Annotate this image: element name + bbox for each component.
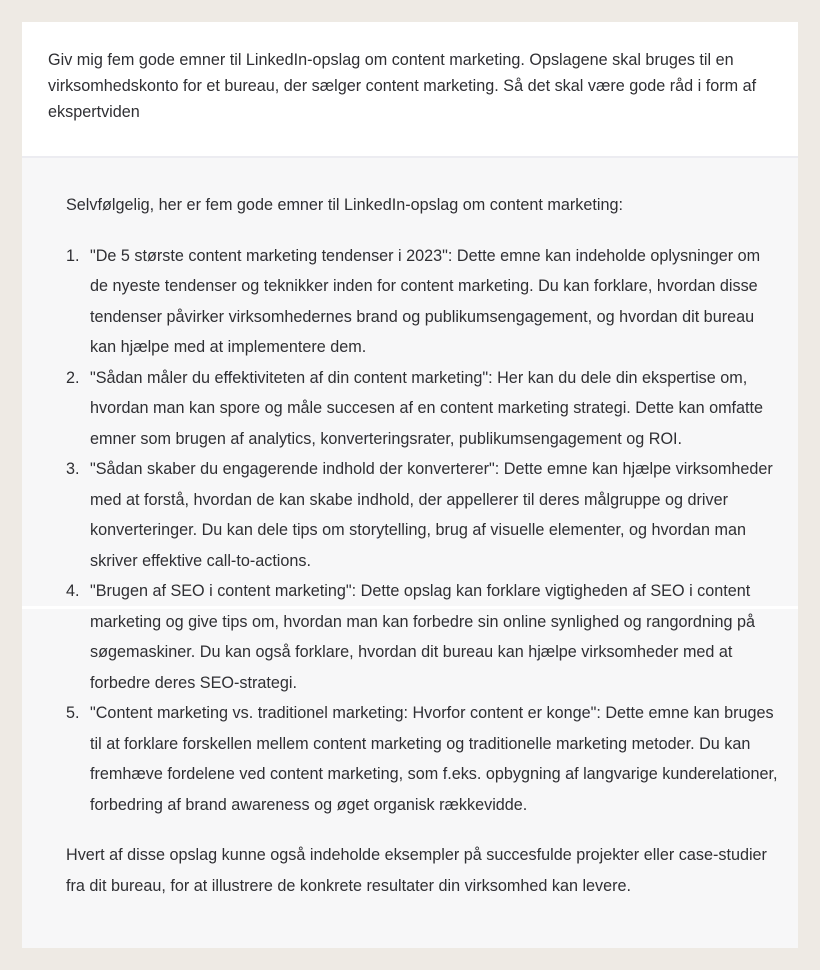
list-item-text: "Brugen af SEO i content marketing": Dette opslag kan forklare vigtigheden af SEO i content marketing og give tips om, hvordan man kan forbedre sin online synlighed og rangordning på søgemaskiner. Du kan også forklare, hvordan dit bureau kan hjælpe virksomheder med at forbedre deres SEO-strategi. <box>90 582 755 692</box>
list-item-number: 2. <box>66 368 80 387</box>
screenshot-seam <box>22 606 798 609</box>
topic-list <box>66 241 778 821</box>
list-item-number: 1. <box>66 246 80 265</box>
assistant-outro: Hvert af disse opslag kunne også indeholde eksempler på succesfulde projekter eller case-studier fra dit bureau, for at illustrere de konkrete resultater din virksomhed kan levere. <box>66 846 767 895</box>
list-item <box>66 363 778 455</box>
list-item-text: "Sådan måler du effektiviteten af din content marketing": Her kan du dele din ekspertise om, hvordan man kan spore og måle succesen af en content marketing strategi. Dette kan omfatte emner som brugen af analytics, konverteringsrater, publikumsengagement og ROI. <box>90 368 764 448</box>
assistant-message <box>22 158 798 901</box>
list-item-text: "De 5 største content marketing tendenser i 2023": Dette emne kan indeholde oplysninger om de nyeste tendenser og teknikker inden for content marketing. Du kan forklare, hvordan disse tendenser påvirker virksomhedernes brand og publikumsengagement, og hvordan dit bureau kan hjælpe med at implementere dem. <box>90 246 761 356</box>
list-item-number: 5. <box>66 704 80 722</box>
list-item <box>66 241 778 363</box>
list-item <box>66 454 778 576</box>
list-item <box>66 698 778 820</box>
list-item-text: "Content marketing vs. traditionel marketing: Hvorfor content er konge": Dette emne kan bruges til at forklare forskellen mellem content marketing og traditionelle marketing metoder. Du kan fremhæve fordelene ved content marketing, som f.eks. opbygning af langvarige kunderelationer, forbedring af brand awareness og øget organisk rækkevidde. <box>90 704 778 814</box>
assistant-intro: Selvfølgelig, her er fem gode emner til LinkedIn-opslag om content marketing: <box>66 196 623 214</box>
list-item <box>66 576 778 698</box>
list-item-number: 3. <box>66 460 80 478</box>
list-item-text: "Sådan skaber du engagerende indhold der konverterer": Dette emne kan hjælpe virksomheder med at forstå, hvordan de kan skabe indhold, der appellerer til deres målgruppe og driver konverteringer. Du kan dele tips om storytelling, brug af visuelle elementer, og hvordan man skriver effektive call-to-actions. <box>90 460 773 570</box>
chat-conversation <box>22 22 798 948</box>
user-message <box>22 22 798 158</box>
user-message-text: Giv mig fem gode emner til LinkedIn-opslag om content marketing. Opslagene skal bruges til en virksomhedskonto for et bureau, der sælger content marketing. Så det skal være gode råd i form af ekspertviden <box>48 51 757 121</box>
list-item-number: 4. <box>66 582 80 600</box>
